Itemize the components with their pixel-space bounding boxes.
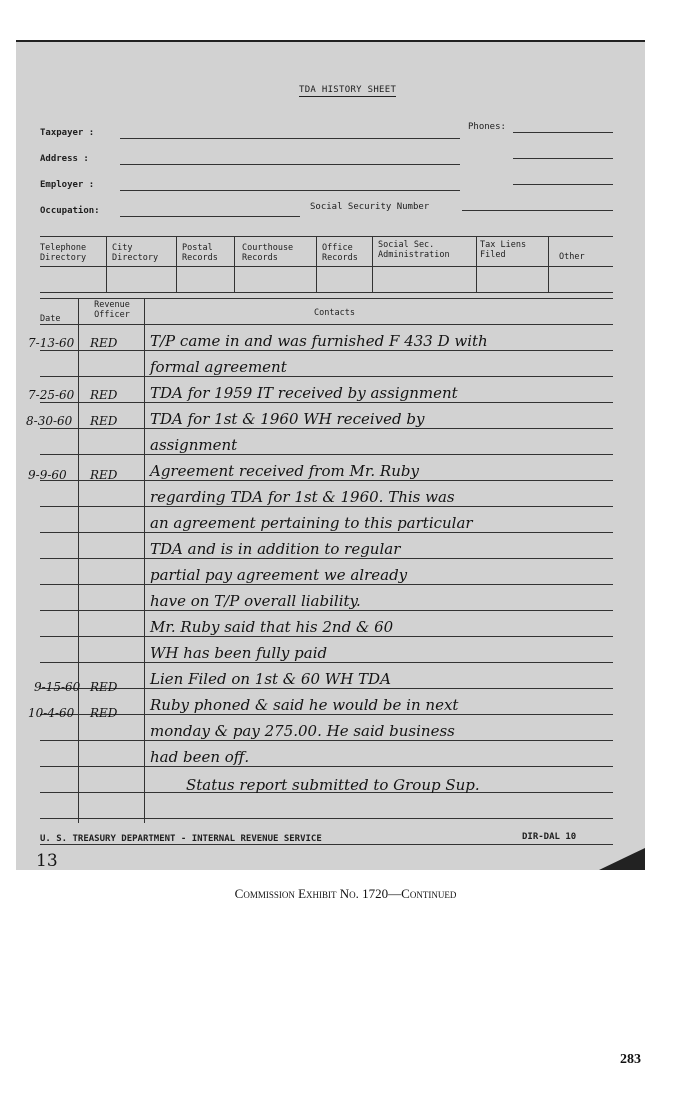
handwritten-page-number: 13 (36, 851, 58, 871)
entry-date: 9-15-60 (34, 680, 81, 694)
tax-liens-header: Tax Liens Filed (480, 240, 527, 260)
log-rule (40, 376, 613, 377)
officer-header: Revenue Officer (94, 300, 130, 320)
taxpayer-label: Taxpayer : (40, 128, 95, 138)
entry-officer: RED (90, 414, 118, 428)
entry-text: TDA for 1st & 1960 WH received by (150, 410, 425, 428)
other-header: Other (559, 252, 585, 262)
log-header-rule (40, 324, 613, 325)
entry-text: TDA and is in addition to regular (150, 540, 401, 558)
log-rule (40, 714, 613, 715)
phones-label: Phones: (468, 122, 506, 132)
telephone-directory-header: Telephone Directory (40, 243, 87, 263)
postal-records-header: Postal Records (182, 243, 218, 263)
log-rule (40, 584, 613, 585)
address-line (120, 164, 460, 165)
contacts-header: Contacts (314, 308, 355, 318)
entry-date: 9-9-60 (28, 468, 67, 482)
city-directory-header: City Directory (112, 243, 159, 263)
log-rule (40, 350, 613, 351)
page-number: 283 (620, 1052, 641, 1067)
address-label: Address : (40, 154, 89, 164)
entry-text: regarding TDA for 1st & 1960. This was (150, 488, 455, 506)
log-rule (40, 402, 613, 403)
taxpayer-line (120, 138, 460, 139)
entry-date: 7-13-60 (28, 336, 75, 350)
entry-text: have on T/P overall liability. (150, 592, 361, 610)
ssa-header: Social Sec. Administration (378, 240, 450, 260)
entry-date: 7-25-60 (28, 388, 75, 402)
log-rule (40, 766, 613, 767)
log-rule (40, 636, 613, 637)
log-rule (40, 480, 613, 481)
log-rule (40, 506, 613, 507)
torn-corner (599, 848, 645, 870)
log-rule (40, 818, 613, 819)
entry-text: WH has been fully paid (150, 644, 328, 662)
entry-text: partial pay agreement we already (150, 566, 408, 584)
log-rule (40, 428, 613, 429)
entry-text: T/P came in and was furnished F 433 D with (150, 332, 488, 350)
log-rule (40, 688, 613, 689)
office-records-header: Office Records (322, 243, 358, 263)
sources-bottom-rule (40, 292, 613, 293)
tda-history-sheet (16, 40, 645, 870)
entry-text: had been off. (150, 748, 250, 766)
log-rule (40, 558, 613, 559)
phones-line-3 (513, 184, 613, 185)
entry-date: 8-30-60 (26, 414, 73, 428)
entry-officer: RED (90, 706, 118, 720)
entry-officer: RED (90, 680, 118, 694)
entry-text: monday & pay 275.00. He said business (150, 722, 455, 740)
courthouse-records-header: Courthouse Records (242, 243, 294, 263)
entry-text: an agreement pertaining to this particular (150, 514, 473, 532)
log-rule (40, 610, 613, 611)
log-rule (40, 454, 613, 455)
entry-text: assignment (150, 436, 238, 454)
form-footer-code: DIR-DAL 10 (522, 832, 577, 842)
employer-label: Employer : (40, 180, 95, 190)
form-title: TDA HISTORY SHEET (299, 85, 397, 95)
entry-text: formal agreement (150, 358, 287, 376)
sources-header-rule (40, 266, 613, 267)
entry-text: Agreement received from Mr. Ruby (150, 462, 419, 480)
log-rule (40, 662, 613, 663)
sources-top-rule (40, 236, 613, 237)
exhibit-caption: Commission Exhibit No. 1720—Continued (234, 886, 457, 901)
ssn-label: Social Security Number (310, 202, 430, 212)
log-rule (40, 532, 613, 533)
log-top-rule (40, 298, 613, 299)
entry-text: Lien Filed on 1st & 60 WH TDA (150, 670, 391, 688)
log-rule (40, 740, 613, 741)
entry-text: TDA for 1959 IT received by assignment (150, 384, 458, 402)
entry-officer: RED (90, 388, 118, 402)
date-header: Date (40, 314, 61, 324)
phones-line-1 (513, 132, 613, 133)
entry-text: Mr. Ruby said that his 2nd & 60 (150, 618, 394, 636)
phones-line-2 (513, 158, 613, 159)
entry-text: Status report submitted to Group Sup. (186, 776, 480, 794)
entry-text: Ruby phoned & said he would be in next (150, 696, 459, 714)
entry-date: 10-4-60 (28, 706, 75, 720)
occupation-label: Occupation: (40, 206, 100, 216)
form-footer-agency: U. S. TREASURY DEPARTMENT - INTERNAL REVENUE SERVICE (40, 834, 322, 844)
entry-officer: RED (90, 336, 118, 350)
entry-officer: RED (90, 468, 118, 482)
employer-line (120, 190, 460, 191)
ssn-line (462, 210, 613, 211)
occupation-line (120, 216, 300, 217)
